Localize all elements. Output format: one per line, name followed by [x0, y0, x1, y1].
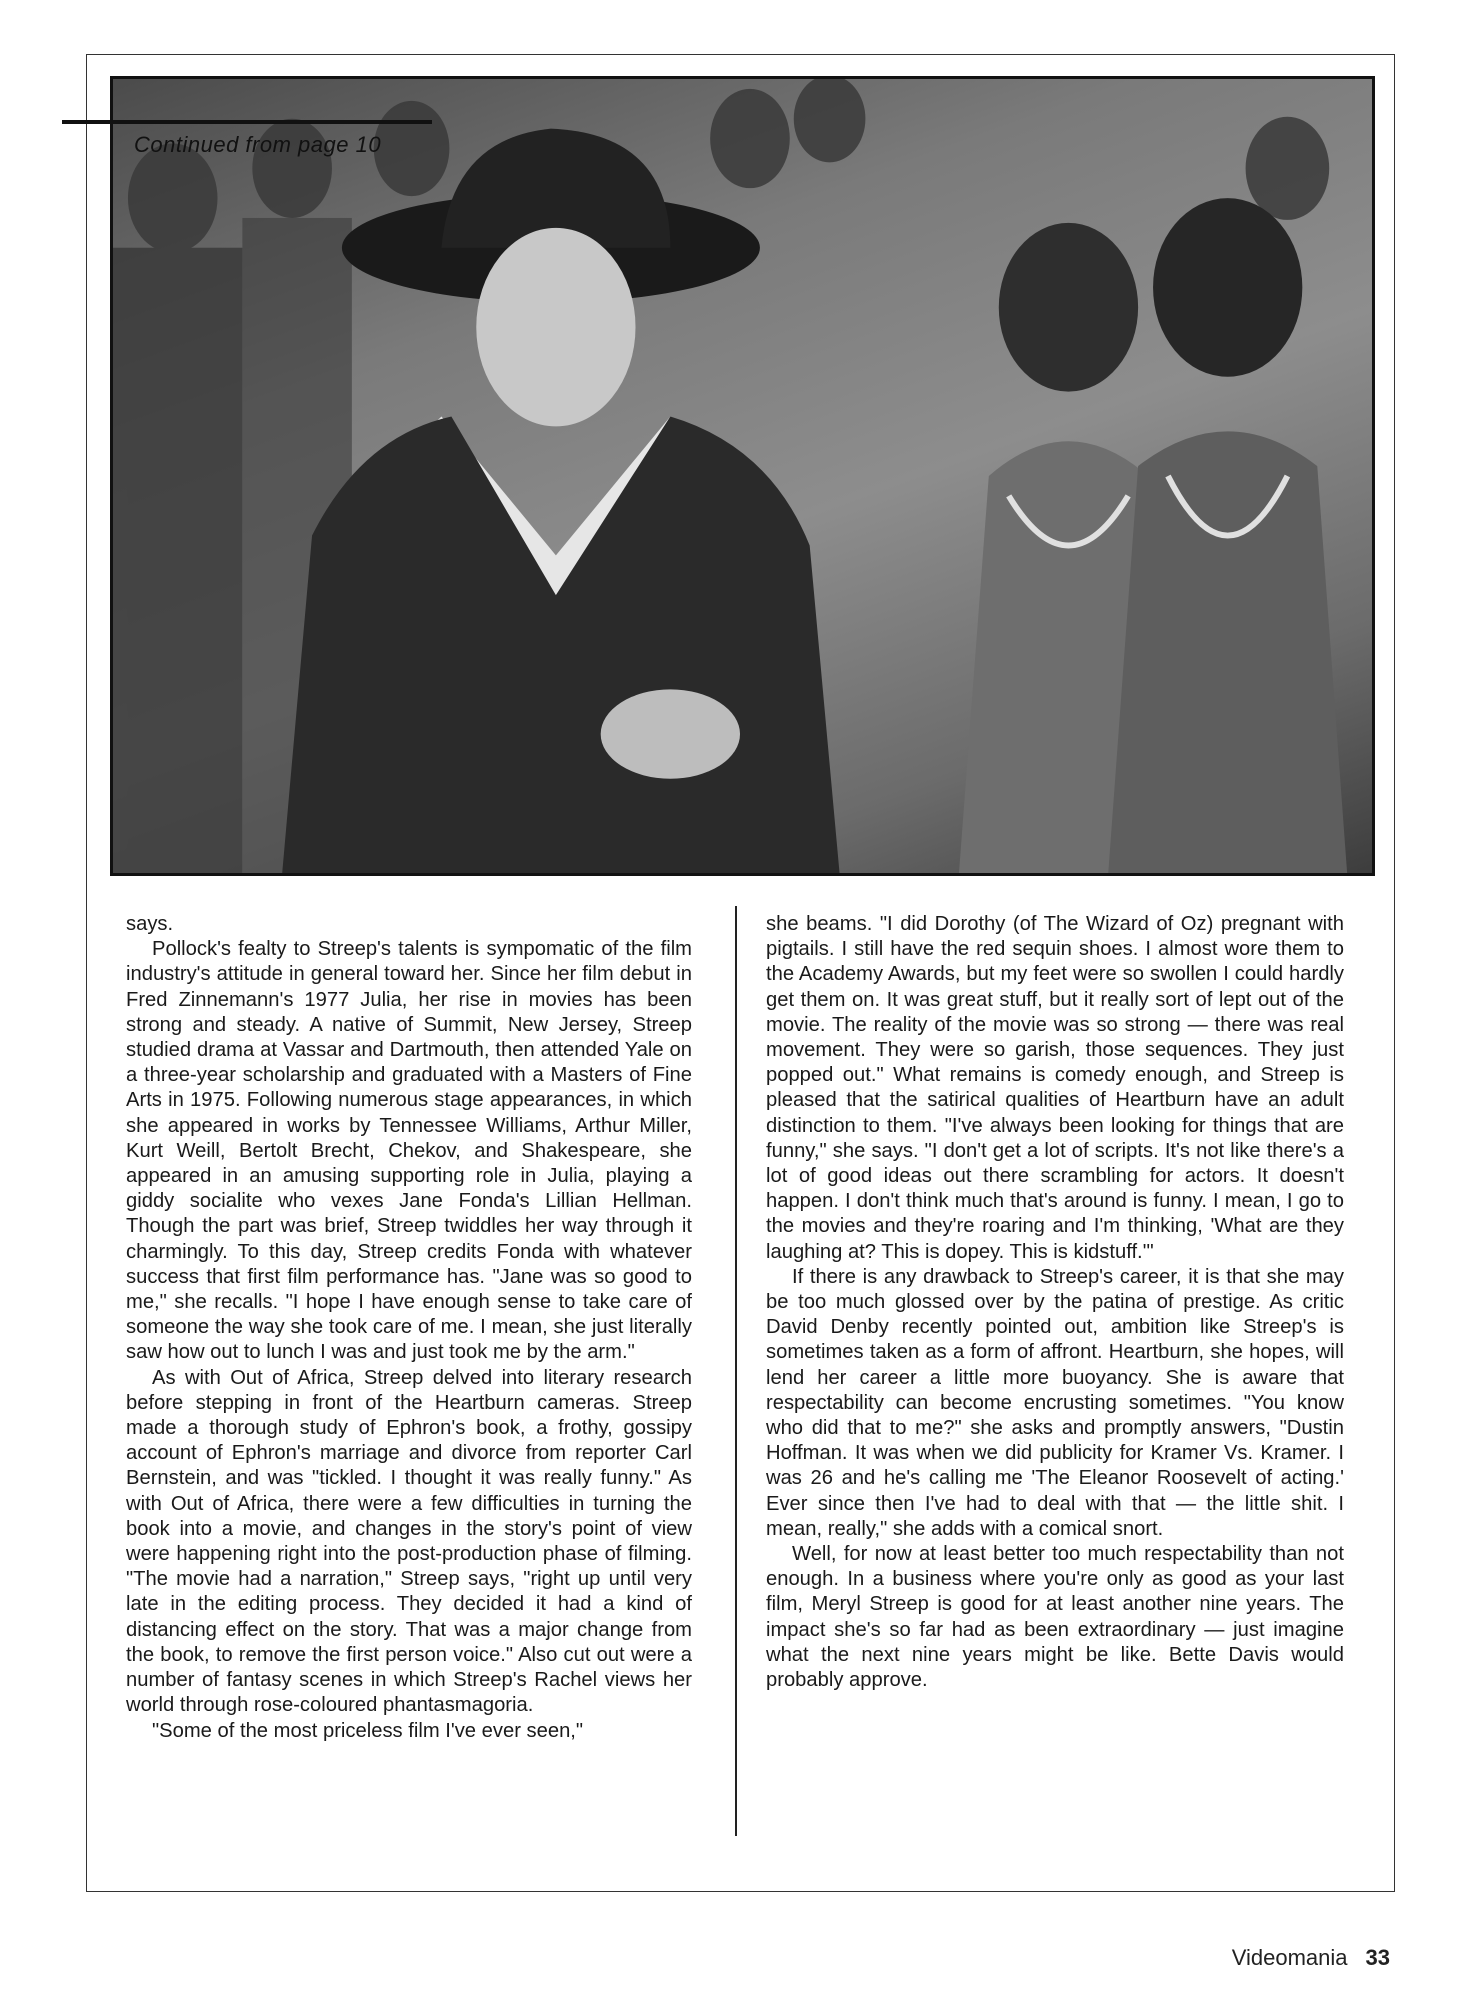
paragraph: If there is any drawback to Streep's career, it is that she may be too much glossed over by the patina of prestige. As critic David Denby recently pointed out, ambition like Streep's is sometimes taken as a form of affront. Heartburn, she hopes, will lend her career a little more buoyancy. She is aware that respectability can become encrusting sometimes. "You know who did that to me?" she asks and promptly answers, "Dustin Hoffman. It was when we did publicity for Kramer Vs. Kramer. I was 26 and he's calling me 'The Eleanor Roosevelt of acting.' Ever since then I've had to deal with that — the little shit. I mean, really," she adds with a comical snort. [766, 1265, 1344, 1540]
paragraph: As with Out of Africa, Streep delved into literary research before stepping in front of the Heartburn cameras. Streep made a thorough study of Ephron's book, a frothy, gossipy account of Ephron's marriage and divorce from reporter Carl Bernstein, and was "tickled. I thought it was really funny." As with Out of Africa, there were a few difficulties in turning the book into a movie, and changes in the story's point of view were happening right into the post-production phase of filming. "The movie had a narration," Streep says, "right up until very late in the editing process. They decided it had a kind of distancing effect on the story. That was a major change from the book, to remove the first person voice." Also cut out were a number of fantasy scenes in which Streep's Rachel views her world through rose-coloured phantasmagoria. [126, 1366, 692, 1717]
article-column-left [126, 912, 692, 1744]
paragraph: Well, for now at least better too much respectability than not enough. In a business where you're only as good as your last film, Meryl Streep is good for at least another nine years. The impact she's so far had as been extraordinary — just imagine what the next nine years might be like. Bette Davis would probably approve. [766, 1543, 1344, 1692]
article-column-right [766, 912, 1344, 1693]
paragraph: "Some of the most priceless film I've ever seen," [152, 1719, 584, 1742]
paragraph: Pollock's fealty to Streep's talents is sympomatic of the film industry's attitude in general toward her. Since her film debut in Fred Zinnemann's 1977 Julia, her rise in movies has been strong and steady. A native of Summit, New Jersey, Streep studied drama at Vassar and Dartmouth, then attended Yale on a three-year scholarship and graduated with a Masters of Fine Arts in 1975. Following numerous stage appearances, in which she appeared in works by Tennessee Williams, Arthur Miller, Kurt Weill, Bertolt Brecht, Chekov, and Shakespeare, she appeared in an amusing supporting role in Julia, playing a giddy socialite who vexes Jane Fonda's Lillian Hellman. Though the part was brief, Streep twiddles her way through it charmingly. To this day, Streep credits Fonda with whatever success that first film performance has. "Jane was so good to me," she recalls. "I hope I have enough sense to take care of someone the way she took care of me. I mean, she just literally saw how out to lunch I was and just took me by the arm." [126, 938, 692, 1364]
continued-label: Continued from page 10 [134, 132, 382, 157]
page-footer [1232, 1945, 1390, 1971]
continued-rule [62, 120, 432, 124]
paragraph: says. [126, 913, 174, 935]
magazine-name: Videomania [1231, 1945, 1348, 1970]
page-number: 33 [1365, 1945, 1390, 1970]
paragraph: she beams. "I did Dorothy (of The Wizard of Oz) pregnant with pigtails. I still have the red sequin shoes. I almost wore them to the Academy Awards, but my feet were so swollen I could hardly get them on. It was great stuff, but it really sort of lept out of the movie. The reality of the movie was so strong — there was real movement. They were so garish, those sequences. They just popped out." What remains is comedy enough, and Streep is pleased that the satirical qualities of Heartburn have an adult distinction to them. "I've always been looking for things that are funny," she says. "I don't get a lot of scripts. It's not like there's a lot of good ideas out there scrambling for actors. It doesn't happen. I don't think much that's around is funny. I mean, I go to the movies and they're roaring and I'm thinking, 'What are they laughing at? This is dopey. This is kidstuff.'" [766, 913, 1344, 1263]
film-still-photo-icon [113, 79, 1372, 873]
film-still-photo [110, 76, 1375, 876]
column-divider [735, 906, 737, 1836]
